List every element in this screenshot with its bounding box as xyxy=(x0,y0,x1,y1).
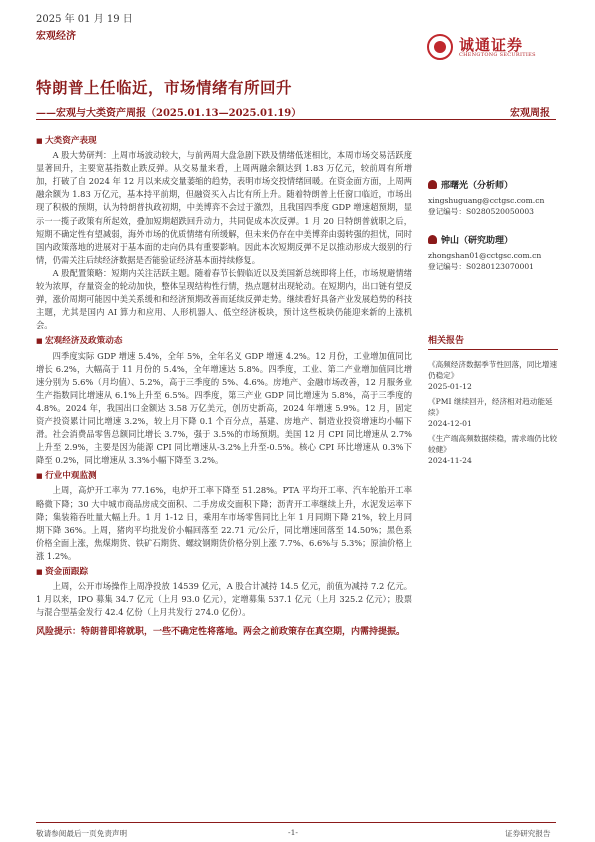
related-report-date: 2025-01-12 xyxy=(428,382,472,391)
analyst-email[interactable]: zhongshan01@cctgsc.com.cn xyxy=(428,251,542,260)
analyst-cert: 登记编号：S0280123070001 xyxy=(428,262,534,271)
related-report-item[interactable] xyxy=(428,359,558,392)
analyst-email[interactable]: xingshuguang@cctgsc.com.cn xyxy=(428,196,545,205)
section-heading: ■ 大类资产表现 xyxy=(36,134,412,148)
report-subtitle: ——宏观与大类资产周报（2025.01.13—2025.01.19） xyxy=(36,108,302,119)
analyst-cert: 登记编号：S0280520050003 xyxy=(428,207,534,216)
paragraph: A 股大势研判：上周市场波动较大，与前两周大盘急剧下跌及情绪低迷相比，本周市场交易活跃度显著回升，主要宽基指数止跌反弹。从交易量来看，上周两融余额达到 1.83 万亿元，较前周有所增加，打破了自 2024 年 12 月以来成交量萎缩的趋势，表明市场交投情绪回暖。在资金面方面，上周两融余额为 1.83 万亿元，基本持平前期，但融资买入占比有所上升。随着特朗普上任窗口临近，市场出现了积极的预期，认为特朗普执政初期，中美博弈不会过于激烈，且我国四季度 GDP 增速超预期，显示一一揽子政策有所起效，叠加短期超跌回升动力，共同促成本次反弹。1 月 20 日特朗普就职之后，短期不确定性有望减弱，海外市场的优质情绪有所缓解，但未来仍存在中美博弈由弱转强的担忧，同时国内政策落地的进展对于基本面的走向仍具有重要影响。因此本次短期反弹不足以推动形成大级别的行情，仍需关注后续经济数据是否能验证经济基本面持续修复。 xyxy=(36,150,412,265)
related-report-item[interactable] xyxy=(428,396,558,429)
person-icon xyxy=(428,180,437,189)
section-macro-policy xyxy=(36,334,412,467)
analyst-entry xyxy=(428,180,558,217)
related-divider xyxy=(428,349,558,350)
page-number: -1- xyxy=(288,828,298,837)
paragraph: 四季度实际 GDP 增速 5.4%，全年 5%，全年名义 GDP 增速 4.2%。12 月份，工业增加值同比增长 6.2%，大幅高于 11 月份的 5.4%，全年增速达 5.8%。四季度，工业、第二产业增加值同比增速分别为 5.6%（月均值）、5.2%，高于三季度的 5%、4.6%。房地产、金融市场改善，12 月服务业生产指数同比增速从 6.1%上升至 6.5%。四季度，第三产业 GDP 同比增速为 5.8%，高于三季度的 4.8%。2024 年，我国出口金额达 3.58 万亿美元，创历史新高，2024 年增速 5.9%。12 月，固定资产投资累计同比增速 3.2%，较上月下降 0.1 个百分点，基建、房地产、制造业投资增速均小幅下滑。社会消费品零售总额同比增长 3.7%，强于 3.5%的市场预期。美国 12 月 CPI 同比增速从 2.7%上升至 2.9%，主要是因为能源 CPI 同比增速从-3.2%上升至-0.5%。核心 CPI 环比增速从 0.3%下降至 0.2%，同比增速从 3.3%小幅下降至 3.2%。 xyxy=(36,350,412,466)
footer-report-label: 证券研究报告 xyxy=(505,829,551,838)
section-heading: ■ 资金面跟踪 xyxy=(36,565,412,579)
paragraph: 上周，高炉开工率为 77.16%，电炉开工率下降至 51.28%。PTA 平均开工率、汽车轮胎开工率略微下降；30 大中城市商品房成交面积、二手房成交面积下降；沥青开工率继续上升，水泥发运率下降；集装箱吞吐量大幅上升。1 月 1-12 日，乘用车市场零售同比上年 1 月同期下降 21%，较上月同期下降 36%。上周，猪肉平均批发价小幅回落至 22.71 元/公斤，同比增速回落至 14.50%；黑色系价格全面上涨，焦煤期货、铁矿石期货、螺纹钢期货价格分别上涨 7.7%、6.6%与 5.3%；原油价格上涨 1.2%。 xyxy=(36,485,412,561)
report-title: 特朗普上任临近，市场情绪有所回升 xyxy=(36,78,293,97)
paragraph: A 股配置策略：短期内关注活跃主题。随着春节长假临近以及美国新总统即将上任，市场规避情绪较为浓厚，存量资金的轮动加快，整体呈现结构性行情，热点题材出现轮动。在短期内，出口链有望反弹，涨价周期可能因中美关系缓和和经济预期改善而延续反弹走势。继续看好具备产业发展趋势的科技主题，尤其是国内 AI 算力和应用、人形机器人、低空经济板块，预计这些板块仍能迎来新的上涨机会。 xyxy=(36,267,412,331)
analyst-block xyxy=(428,180,558,272)
report-type: 宏观周报 xyxy=(510,108,550,119)
section-liquidity xyxy=(36,565,412,619)
section-industry-monitor xyxy=(36,469,412,563)
analyst-name: 邢曙光（分析师） xyxy=(441,181,514,191)
analyst-entry xyxy=(428,235,558,272)
report-date: 2025 年 01 月 19 日 xyxy=(36,14,133,25)
related-report-item[interactable] xyxy=(428,433,558,466)
related-report-date: 2024-12-01 xyxy=(428,419,472,428)
related-report-date: 2024-11-24 xyxy=(428,456,472,465)
paragraph: 上周，公开市场操作上周净投放 14539 亿元，A 股合计减持 14.5 亿元，前值为减持 7.2 亿元。1 月以来，IPO 募集 34.7 亿元（上月 93.0 亿元），定增募集 537.1 亿元（上月 325.2 亿元）；股票与混合型基金发行 42.4 亿份（上月共发行 274.0 亿份）。 xyxy=(36,581,412,618)
section-heading: ■ 宏观经济及政策动态 xyxy=(36,334,412,348)
related-report-title: 《高频经济数据季节性回落，同比增速仍稳定》 xyxy=(428,360,558,380)
related-report-title: 《PMI 继续回升，经济相对趋动能延续》 xyxy=(428,397,553,417)
company-logo xyxy=(427,34,557,60)
header-divider xyxy=(36,119,556,120)
related-heading: 相关报告 xyxy=(428,336,465,346)
risk-warning: 风险提示：特朗普即将就职，一些不确定性将落地。两会之前政策存在真空期，内需持提振。 xyxy=(36,627,406,638)
main-content xyxy=(36,132,412,640)
report-category: 宏观经济 xyxy=(36,31,76,42)
analyst-name: 钟山（研究助理） xyxy=(441,236,514,246)
section-heading: ■ 行业中观监测 xyxy=(36,469,412,483)
logo-name-cn: 诚通证券 xyxy=(459,36,524,54)
person-icon xyxy=(428,235,437,244)
related-report-title: 《生产端高频数据续稳，需求端仍比较较健》 xyxy=(428,434,558,454)
logo-name-en: CHENGTONG SECURITIES xyxy=(459,52,536,58)
related-reports xyxy=(428,336,558,470)
section-asset-performance xyxy=(36,134,412,332)
footer-divider xyxy=(36,822,556,823)
footer-disclaimer: 敬请参阅最后一页免责声明 xyxy=(36,829,128,838)
logo-seal-icon xyxy=(427,34,453,60)
